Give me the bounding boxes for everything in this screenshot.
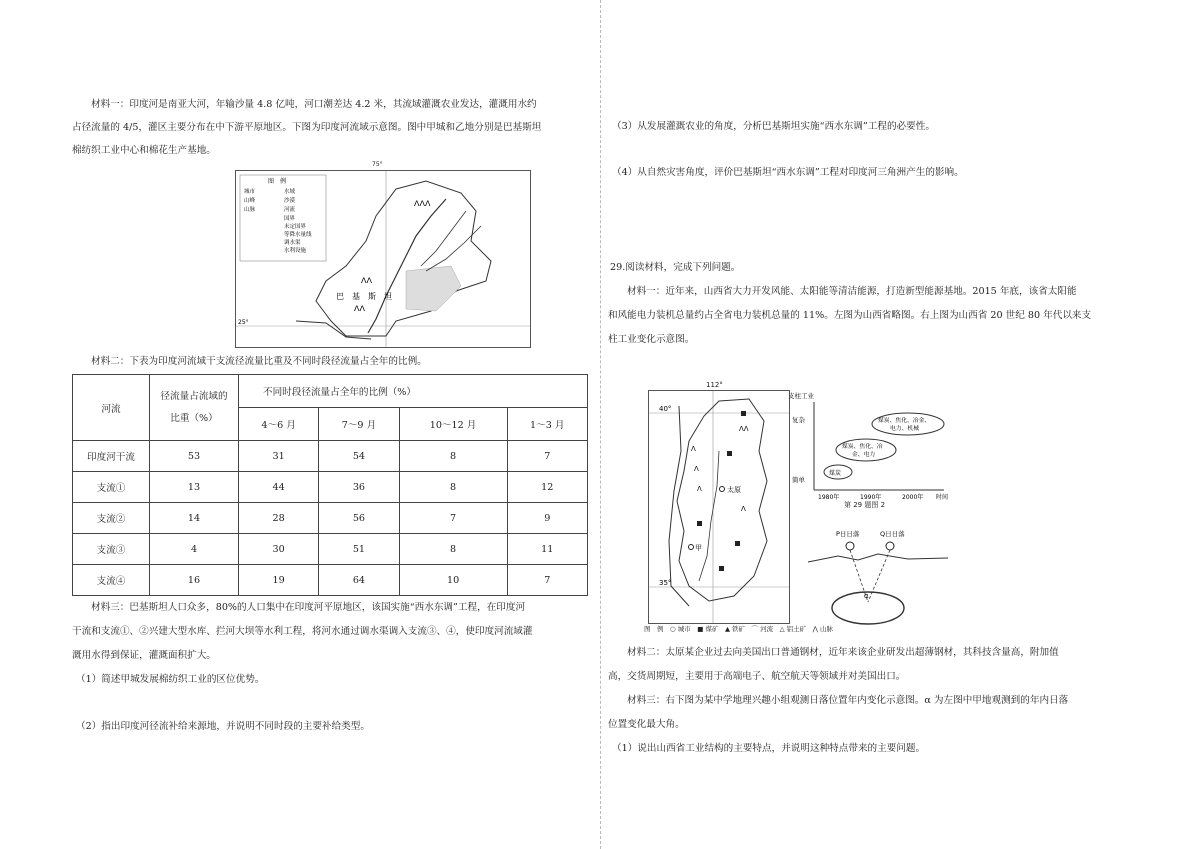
question-4: （4）从自然灾害角度，评价巴基斯坦“西水东调”工程对印度河三角洲产生的影响。 bbox=[612, 167, 964, 178]
legend-title: 图 例 bbox=[268, 178, 287, 185]
x-tick-1990: 1990年 bbox=[860, 494, 882, 501]
table-row: 印度河干流 53 31 54 8 7 bbox=[73, 441, 588, 472]
legend-item: 沙漠 bbox=[284, 198, 296, 204]
shanxi-map bbox=[648, 390, 790, 624]
pillar-industry-chart bbox=[786, 388, 968, 512]
lon-75-label: 75° bbox=[372, 161, 383, 168]
legend-item: 国界 bbox=[284, 216, 296, 222]
shanxi-map-legend: 图 例 ○ 城市 ■ 煤矿 ▲ 铁矿 ⌒ 河流 △ 铝土矿 ⋀ 山脉 bbox=[644, 625, 834, 633]
mountain-icon: ᐱ bbox=[691, 445, 696, 453]
y-bottom-label: 简单 bbox=[792, 476, 805, 484]
chart-caption: 第 29 题图 2 bbox=[844, 501, 886, 509]
table-row: 支流③ 4 30 51 8 11 bbox=[73, 534, 588, 565]
material-3-line-2: 干流和支流①、②兴建大型水库、拦河大坝等水利工程，将河水通过调水渠调入支流③、④，使印度河流域灌 bbox=[72, 626, 533, 637]
mountain-icon: ᐱ bbox=[697, 485, 702, 493]
q29-material-1-line-1: 材料一：近年来，山西省大力开发风能、太阳能等清洁能源，打造新型能源基地。2015 年底，该省太阳能 bbox=[627, 286, 1077, 297]
header-period-4: 1～3 月 bbox=[507, 408, 587, 441]
q29-material-1-line-2: 和风能电力装机总量约占全省电力装机总量的 11%。左图为山西省略图。右上图为山西省 20 世纪 80 年代以来支 bbox=[608, 310, 1092, 321]
horizon-mountains bbox=[808, 554, 948, 562]
pillar-industry-figure bbox=[786, 388, 968, 512]
city-taiyuan-icon bbox=[720, 487, 725, 492]
lat-25-label: 25° bbox=[238, 319, 249, 326]
q29-material-2-line-1: 材料二：太原某企业过去向美国出口普通钢材，近年来该企业研发出超薄钢材，其科技含量高，附加值 bbox=[627, 647, 1059, 658]
legend-item: 等降水量线 bbox=[284, 232, 312, 238]
sunset-figure bbox=[798, 528, 958, 638]
stage-2000-label: 煤炭、焦化、冶金、 bbox=[878, 418, 931, 424]
q29-title: 29.阅读材料，完成下列问题。 bbox=[610, 262, 741, 273]
page-divider bbox=[600, 0, 601, 849]
indus-basin-map bbox=[235, 170, 531, 348]
sun-p-icon bbox=[846, 542, 854, 550]
question-1: （1）简述甲城发展棉纺织工业的区位优势。 bbox=[76, 674, 265, 685]
header-period-1: 4～6 月 bbox=[239, 408, 319, 441]
city-jia-label: 甲 bbox=[695, 544, 702, 552]
table-row: 支流④ 16 19 64 10 7 bbox=[73, 565, 588, 596]
mountain-icon: ᐱᐱ bbox=[354, 304, 365, 313]
material-1-line-2: 占径流量的 4/5，灌区主要分布在中下游平原地区。下图为印度河流域示意图。图中甲城和乙地分别是巴基斯坦 bbox=[72, 122, 542, 133]
pakistan-boundary bbox=[316, 181, 491, 336]
material-3-line-1: 材料三：巴基斯坦人口众多，80%的人口集中在印度河平原地区，该国实施“西水东调”工程，在印度河 bbox=[91, 602, 526, 613]
sun-q-icon bbox=[886, 542, 894, 550]
lat-40-label: 40° bbox=[659, 405, 672, 413]
runoff-table bbox=[72, 374, 588, 596]
legend-item: 山峰 bbox=[244, 198, 256, 204]
stage-1980-label: 煤炭 bbox=[829, 470, 842, 477]
city-taiyuan-label: 太原 bbox=[727, 486, 741, 494]
material-1-line-3: 棉纺织工业中心和棉花生产基地。 bbox=[72, 145, 216, 156]
y-axis-label: 支柱工业 bbox=[788, 392, 814, 400]
coal-mine-icon bbox=[741, 411, 746, 416]
lon-112-label: 112° bbox=[706, 381, 723, 389]
header-period-3: 10～12 月 bbox=[399, 408, 507, 441]
x-tick-2000: 2000年 bbox=[902, 494, 924, 501]
mountain-icon: ᐱᐱ bbox=[361, 276, 372, 285]
header-period: 不同时段径流量占全年的比例（%） bbox=[239, 375, 588, 408]
q29-material-2-line-2: 高，交货周期短，主要用于高端电子、航空航天等领域并对美国出口。 bbox=[608, 671, 906, 682]
legend-item: 未定国界 bbox=[284, 224, 307, 230]
legend-item: 调水渠 bbox=[284, 240, 301, 246]
sunset-diagram bbox=[798, 528, 958, 638]
city-jia-icon bbox=[689, 545, 694, 550]
stage-1990-label: 金、电力 bbox=[852, 452, 876, 458]
legend-item: 河流 bbox=[284, 207, 296, 213]
x-axis-label: 时间 bbox=[936, 494, 949, 501]
q29-question-1: （1）说出山西省工业结构的主要特点，并说明这种特点带来的主要问题。 bbox=[612, 743, 926, 754]
lat-35-label: 35° bbox=[659, 579, 672, 587]
question-3: （3）从发展灌溉农业的角度，分析巴基斯坦实施“西水东调”工程的必要性。 bbox=[612, 121, 935, 132]
shanxi-map-figure bbox=[649, 391, 789, 623]
coal-mine-icon bbox=[735, 541, 740, 546]
fen-river bbox=[699, 451, 719, 581]
legend-item: 山脉 bbox=[244, 207, 256, 213]
q-sunset-label: Q日日落 bbox=[880, 530, 905, 538]
legend-item: 水域 bbox=[284, 189, 296, 195]
country-label: 巴 基 斯 坦 bbox=[336, 292, 392, 301]
mountain-icon: ᐱ bbox=[694, 465, 699, 473]
legend-item: 城市 bbox=[244, 189, 256, 195]
stage-2000-label: 电力、机械 bbox=[890, 426, 919, 432]
mountain-icon: ᐱᐱ bbox=[739, 425, 749, 433]
mountain-icon: ᐱ bbox=[741, 505, 746, 513]
legend-item: 水利设施 bbox=[284, 248, 307, 254]
stage-1990-label: 煤炭、焦化、冶 bbox=[842, 444, 883, 450]
table-row: 支流② 14 28 56 7 9 bbox=[73, 503, 588, 534]
material-1-line-1: 材料一：印度河是南亚大河，年输沙量 4.8 亿吨，河口潮差达 4.2 米，其流域灌溉农业发达，灌溉用水约 bbox=[91, 99, 537, 110]
question-2: （2）指出印度河径流补给来源地，并说明不同时段的主要补给类型。 bbox=[76, 721, 370, 732]
desert-area bbox=[406, 266, 461, 311]
mountain-icon: ᐱᐱᐱ bbox=[414, 199, 431, 208]
coal-mine-icon bbox=[719, 566, 724, 571]
tributary-river bbox=[421, 211, 466, 266]
coal-mine-icon bbox=[727, 451, 732, 456]
p-sunset-label: P日日落 bbox=[836, 530, 860, 538]
q29-material-3-line-2: 位置变化最大角。 bbox=[608, 719, 685, 730]
material-3-line-3: 溉用水得到保证，灌溉面积扩大。 bbox=[72, 650, 216, 661]
coal-mine-icon bbox=[697, 521, 702, 526]
alpha-label: α bbox=[864, 592, 869, 600]
map-legend-box bbox=[240, 175, 326, 261]
y-top-label: 复杂 bbox=[792, 416, 805, 424]
q29-material-3-line-1: 材料三：右下图为某中学地理兴趣小组观测日落位置年内变化示意图。α 为左图中甲地观测到的年内日落 bbox=[627, 695, 1069, 706]
x-tick-1980: 1980年 bbox=[818, 494, 840, 501]
indus-map-figure bbox=[236, 171, 530, 347]
header-period-2: 7～9 月 bbox=[319, 408, 399, 441]
header-river: 河流 bbox=[73, 375, 150, 441]
table-row: 支流① 13 44 36 8 12 bbox=[73, 472, 588, 503]
material-2-caption: 材料二：下表为印度河流域干支流径流量比重及不同时段径流量占全年的比例。 bbox=[91, 356, 427, 367]
header-share: 径流量占流域的 比重（%） bbox=[150, 375, 239, 441]
yellow-river bbox=[669, 406, 689, 606]
q29-material-1-line-3: 柱工业变化示意图。 bbox=[608, 334, 695, 345]
